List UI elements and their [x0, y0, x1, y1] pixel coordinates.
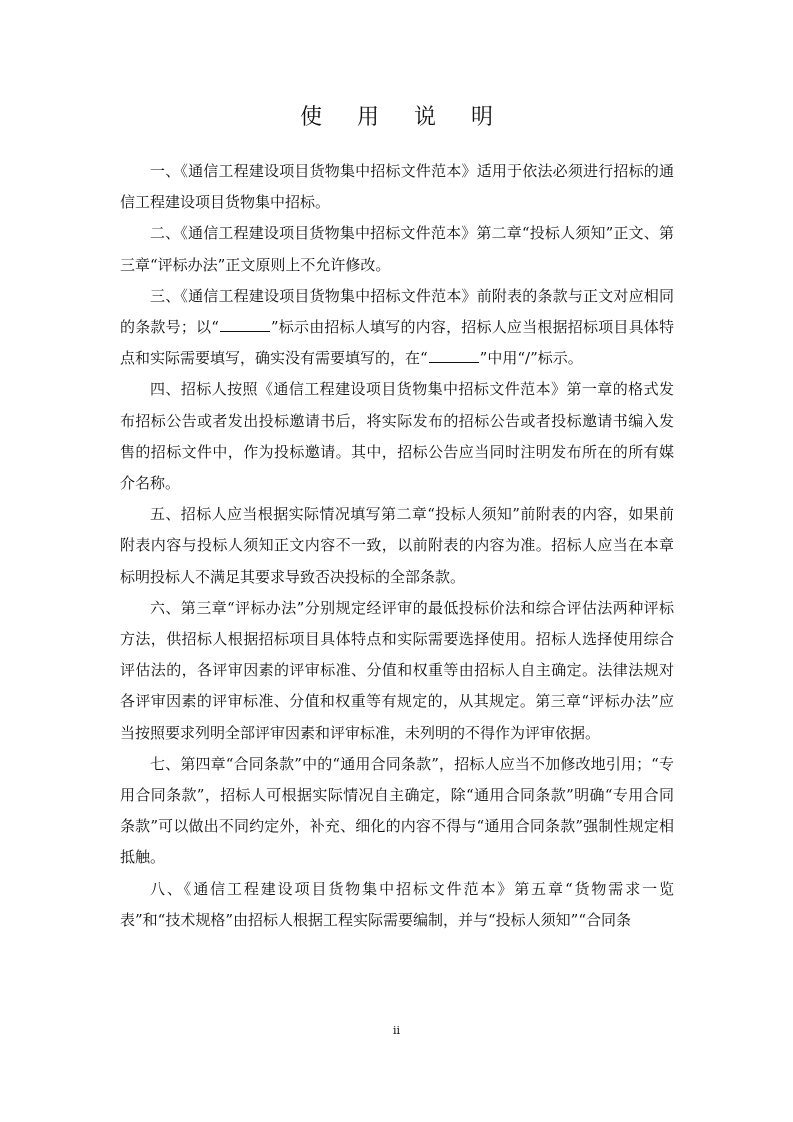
instructions-body: [120, 156, 674, 936]
fill-in-blank-line: [429, 350, 479, 363]
paragraph-3-part-1: 三、《通信工程建设项目货物集中招标文件范本》前附表的条款与正文对应相同的条款号；以“: [120, 286, 674, 337]
paragraph-2: 二、《通信工程建设项目货物集中招标文件范本》第二章“投标人须知”正文、第三章“评标办法”正文原则上不允许修改。: [120, 224, 674, 274]
paragraph-6: 六、第三章“评标办法”分别规定经评审的最低投标价法和综合评估法两种评标方法，供招标人根据招标项目具体特点和实际需要选择使用。招标人选择使用综合评估法的，各评审因素的评审标准、分值和权重等由招标人自主确定。法律法规对各评审因素的评审标准、分值和权重等有规定的，从其规定。第三章“评标办法”应当按照要求列明全部评审因素和评审标准，未列明的不得作为评审依据。: [120, 598, 674, 742]
page-title: 使 用 说 明: [300, 105, 507, 130]
paragraph-8: 八、《通信工程建设项目货物集中招标文件范本》第五章“货物需求一览表”和“技术规格”由招标人根据工程实际需要编制，并与“投标人须知”“合同条: [120, 879, 674, 929]
page-number: ii: [392, 1024, 401, 1037]
fill-in-blank-line: [220, 319, 270, 332]
paragraph-3-part-3: ”中用“/”标示。: [479, 349, 583, 368]
paragraph-7: 七、第四章“合同条款”中的“通用合同条款”，招标人应当不加修改地引用；“专用合同条款”，招标人可根据实际情况自主确定，除“通用合同条款”明确“专用合同条款”可以做出不同约定外，补充、细化的内容不得与“通用合同条款”强制性规定相抵触。: [120, 754, 674, 867]
paragraph-5: 五、招标人应当根据实际情况填写第二章“投标人须知”前附表的内容，如果前附表内容与投标人须知正文内容不一致，以前附表的内容为准。招标人应当在本章标明投标人不满足其要求导致否决投标的全部条款。: [120, 505, 674, 586]
paragraph-1: 一、《通信工程建设项目货物集中招标文件范本》适用于依法必须进行招标的通信工程建设项目货物集中招标。: [120, 162, 674, 212]
paragraph-3-part-2: ”标示由招标人填写的内容，招标人应当根据招标项目具体特点和实际需要填写，确实没有需要填写的，在“: [120, 318, 675, 368]
paragraph-4: 四、招标人按照《通信工程建设项目货物集中招标文件范本》第一章的格式发布招标公告或者发出投标邀请书后，将实际发布的招标公告或者投标邀请书编入发售的招标文件中，作为投标邀请。其中，招标公告应当同时注明发布所在的所有媒介名称。: [120, 380, 674, 493]
paragraph-3: [120, 281, 674, 375]
